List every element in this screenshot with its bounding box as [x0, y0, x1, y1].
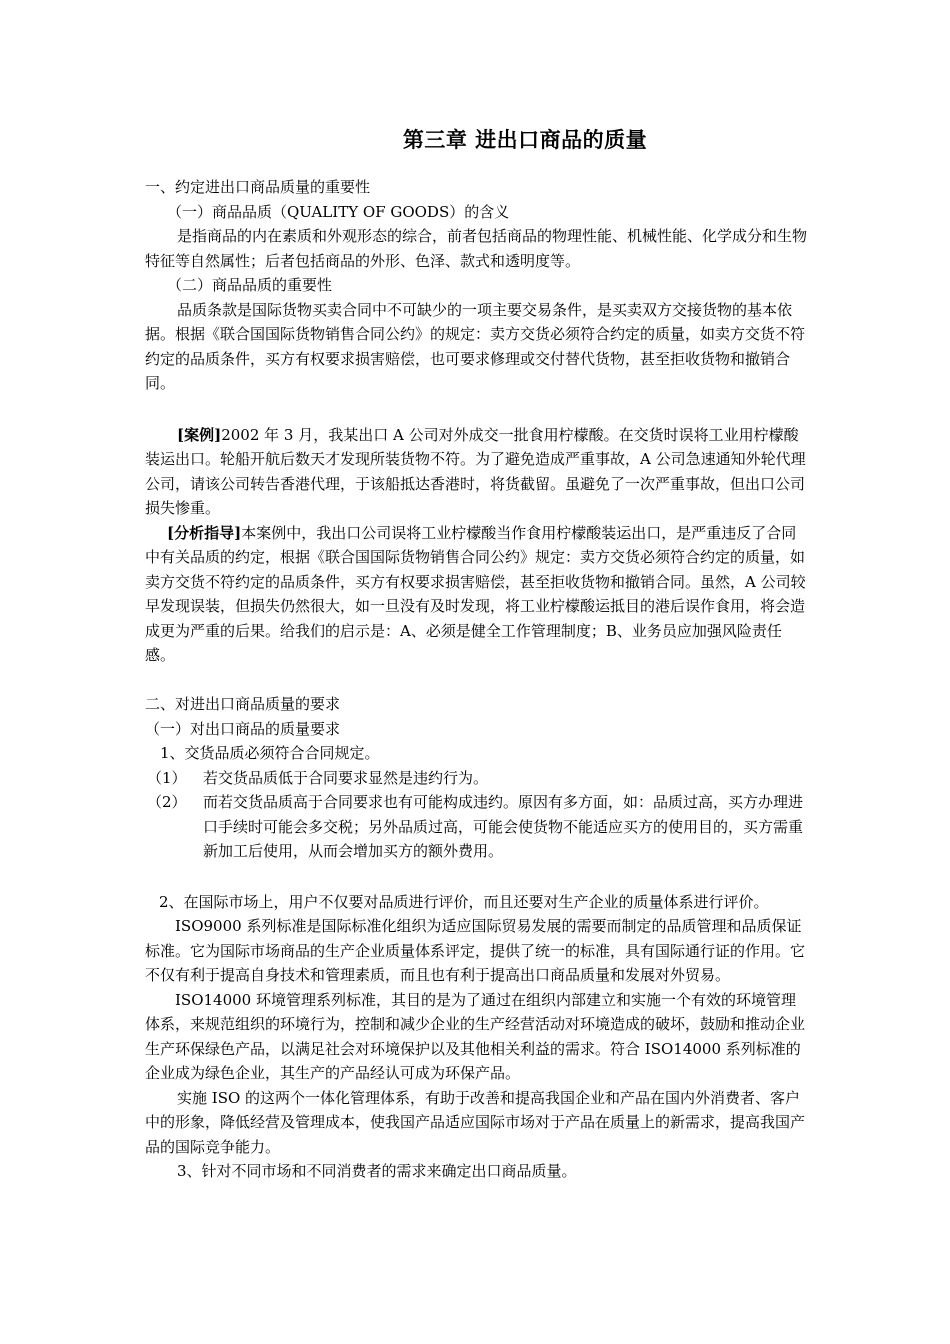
spacer	[145, 668, 810, 693]
sub2-paragraph: 品质条款是国际货物买卖合同中不可缺少的一项主要交易条件，是买卖双方交接货物的基本依据。根据《联合国国际货物销售合同公约》的规定：卖方交货必须符合约定的质量，如卖方交货不符约定的品质条件，买方有权要求损害赔偿，也可要求修理或交付替代货物，甚至拒收货物和撤销合同。	[145, 300, 806, 392]
sub-item-2	[145, 790, 810, 864]
sub-item-1-number: （1）	[147, 768, 187, 787]
sub1-heading: （一）商品品质（QUALITY OF GOODS）的含义	[167, 202, 510, 221]
iso9000-paragraph: ISO9000 系列标准是国际标准化组织为适应国际贸易发展的需要而制定的品质管理和品质保证标准。它为国际市场商品的生产企业质量体系评定，提供了统一的标准，具有国际通行证的作用。它不仅有利于提高自身技术和管理素质，而且也有利于提高出口商品质量和发展对外贸易。	[145, 917, 806, 984]
item2: 2、在国际市场上，用户不仅要对品质进行评价，而且还要对生产企业的质量体系进行评价。	[159, 892, 769, 911]
case-paragraph	[145, 423, 810, 521]
iso14000-paragraph: ISO14000 环境管理系列标准，其目的是为了通过在组织内部建立和实施一个有效的环境管理体系，来规范组织的环境行为，控制和减少企业的生产经营活动对环境造成的破坏，鼓励和推动企业生产环保绿色产品，以满足社会对环境保护以及其他相关利益的需求。符合 ISO14000 系列标准的企业成为绿色企业，其生产的产品经认可成为环保产品。	[145, 990, 806, 1082]
spacer	[145, 864, 810, 890]
case-text: 2002 年 3 月，我某出口 A 公司对外成交一批食用柠檬酸。在交货时误将工业用柠檬酸装运出口。轮船开航后数天才发现所装货物不符。为了避免造成严重事故，A 公司急速通知外轮代理公司，请该公司转告香港代理，于该船抵达香港时，将货截留。虽避免了一次严重事故，但出口公司损失惨重。	[145, 425, 806, 517]
sec2-sub1-heading: （一）对出口商品的质量要求	[145, 719, 341, 738]
sub-item-2-number: （2）	[147, 793, 187, 811]
analysis-text: 本案例中，我出口公司误将工业柠檬酸当作食用柠檬酸装运出口，是严重违反了合同中有关品质的约定，根据《联合国国际货物销售合同公约》规定：卖方交货必须符合约定的质量，如卖方交货不符约定的品质条件，买方有权要求损害赔偿，甚至拒收货物和撤销合同。虽然，A 公司较早发现误装，但损失仍然很大，如一旦没有及时发现，将工业柠檬酸运抵目的港后误作食用，将会造成更为严重的后果。给我们的启示是：A、必须是健全工作管理制度；B、业务员应加强风险责任感。	[145, 523, 806, 664]
section2-heading: 二、对进出口商品质量的要求	[145, 695, 341, 713]
iso-implement-paragraph: 实施 ISO 的这两个一体化管理体系，有助于改善和提高我国企业和产品在国内外消费者、客户中的形象，降低经营及管理成本，使我国产品适应国际市场对于产品在质量上的新需求，提高我国产品的国际竞争能力。	[145, 1088, 806, 1156]
sub2-heading: （二）商品品质的重要性	[167, 276, 333, 294]
document-body	[145, 175, 810, 1184]
sub-item-1-text: 若交货品质低于合同要求显然是违约行为。	[203, 768, 489, 787]
section1-heading: 一、约定进出口商品质量的重要性	[145, 178, 371, 196]
case-label: [案例]	[177, 425, 222, 444]
item1: 1、交货品质必须符合合同规定。	[160, 744, 380, 762]
sub-item-2-text: 而若交货品质高于合同要求也有可能构成违约。原因有多方面，如：品质过高，买方办理进口手续时可能会多交税；另外品质过高，可能会使货物不能适应买方的使用目的，买方需重新加工后使用，从而会增加买方的额外费用。	[203, 793, 804, 860]
spacer	[145, 396, 810, 421]
sub1-paragraph: 是指商品的内在素质和外观形态的综合，前者包括商品的物理性能、机械性能、化学成分和生物特征等自然属性；后者包括商品的外形、色泽、款式和透明度等。	[145, 227, 808, 270]
analysis-paragraph	[145, 521, 810, 668]
sub-item-1	[145, 766, 810, 791]
item3: 3、针对不同市场和不同消费者的需求来确定出口商品质量。	[177, 1162, 577, 1180]
page-title: 第三章 进出口商品的质量	[402, 127, 648, 152]
analysis-label: [分析指导]	[167, 523, 242, 542]
